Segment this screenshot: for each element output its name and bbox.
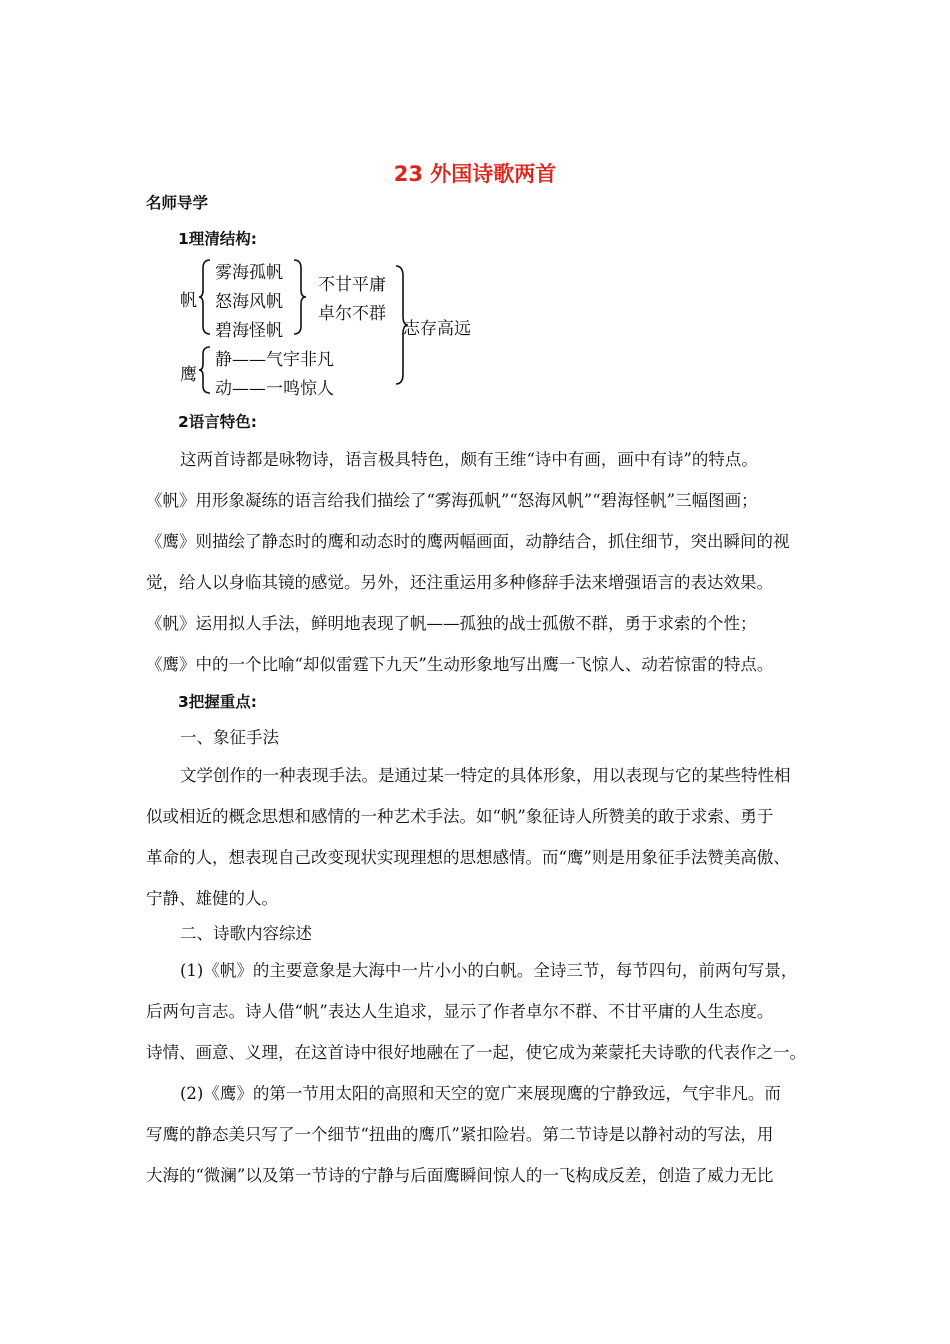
paragraph-line: 宁静、雄健的人。 (146, 889, 278, 908)
conclusion: 志存高远 (403, 319, 471, 339)
fan-line-2: 怒海风帆 (215, 292, 283, 312)
paragraph-line: 这两首诗都是咏物诗，语言极具特色，颇有王维“诗中有画，画中有诗”的特点。 (180, 450, 758, 469)
fan-trait-2: 卓尔不群 (318, 304, 386, 324)
paragraph-line: 似或相近的概念思想和感情的一种艺术手法。如“帆”象征诗人所赞美的敢于求索、勇于 (146, 807, 774, 826)
keypoints-heading: 3把握重点: (178, 693, 257, 711)
section-heading: 名师导学 (146, 194, 209, 212)
fan-line-1: 雾海孤帆 (215, 263, 283, 283)
paragraph-line: (1)《帆》的主要意象是大海中一片小小的白帆。全诗三节，每节四句，前两句写景， (180, 961, 798, 980)
paragraph-line: 《鹰》则描绘了静态时的鹰和动态时的鹰两幅画面，动静结合，抓住细节，突出瞬间的视 (146, 532, 790, 551)
left-brace-ying (198, 345, 212, 395)
right-brace-fan (292, 258, 308, 336)
fan-trait-1: 不甘平庸 (318, 275, 386, 295)
fan-label: 帆 (180, 291, 197, 311)
paragraph-line: (2)《鹰》的第一节用太阳的高照和天空的宽广来展现鹰的宁静致远，气宇非凡。而 (180, 1084, 781, 1103)
paragraph-line: 文学创作的一种表现手法。是通过某一特定的具体形象，用以表现与它的某些特性相 (180, 766, 791, 785)
paragraph-line: 觉，给人以身临其镜的感觉。另外，还注重运用多种修辞手法来增强语言的表达效果。 (146, 573, 773, 592)
page-title: 23 外国诗歌两首 (393, 162, 557, 186)
paragraph-line: 大海的“微澜”以及第一节诗的宁静与后面鹰瞬间惊人的一飞构成反差，创造了威力无比 (146, 1166, 774, 1185)
paragraph-line: 《鹰》中的一个比喻“却似雷霆下九天”生动形象地写出鹰一飞惊人、动若惊雷的特点。 (146, 655, 774, 674)
section2-heading: 二、诗歌内容综述 (180, 924, 312, 943)
ying-label: 鹰 (180, 365, 197, 385)
paragraph-line: 后两句言志。诗人借“帆”表达人生追求，显示了作者卓尔不群、不甘平庸的人生态度。 (146, 1002, 774, 1021)
language-heading: 2语言特色: (178, 413, 257, 431)
paragraph-line: 写鹰的静态美只写了一个细节“扭曲的鹰爪”紧扣险岩。第二节诗是以静衬动的写法，用 (146, 1125, 774, 1144)
ying-line-1: 静——气宇非凡 (215, 350, 334, 370)
section1-heading: 一、象征手法 (180, 728, 279, 747)
paragraph-line: 《帆》用形象凝练的语言给我们描绘了“雾海孤帆”“怒海风帆”“碧海怪帆”三幅图画； (146, 491, 758, 510)
structure-heading: 1理清结构: (178, 230, 257, 248)
paragraph-line: 诗情、画意、义理，在这首诗中很好地融在了一起，使它成为莱蒙托夫诗歌的代表作之一。 (146, 1043, 806, 1062)
fan-line-3: 碧海怪帆 (215, 321, 283, 341)
paragraph-line: 革命的人，想表现自己改变现状实现理想的思想感情。而“鹰”则是用象征手法赞美高傲、 (146, 848, 790, 867)
left-brace-fan (198, 258, 212, 336)
paragraph-line: 《帆》运用拟人手法，鲜明地表现了帆——孤独的战士孤傲不群，勇于求索的个性； (146, 614, 757, 633)
ying-line-2: 动——一鸣惊人 (215, 379, 334, 399)
